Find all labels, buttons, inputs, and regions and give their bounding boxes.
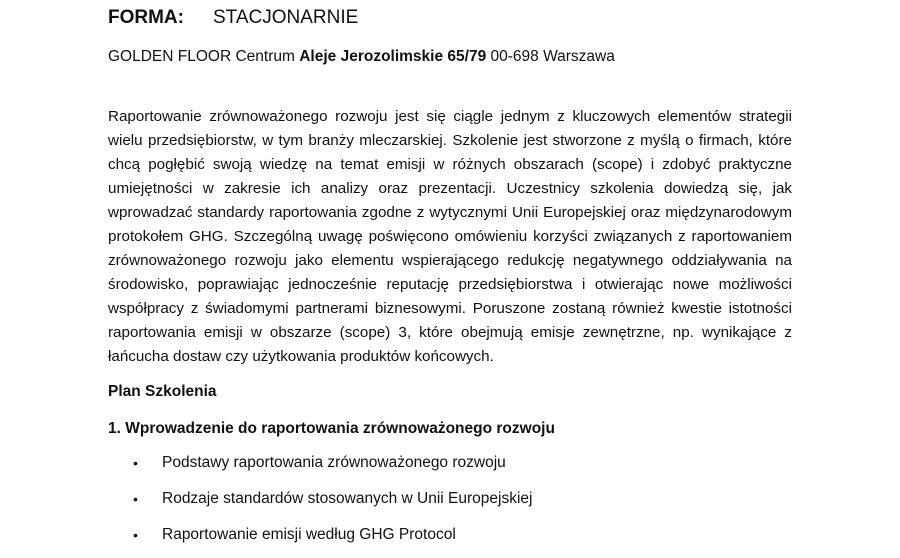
forma-line (108, 4, 359, 32)
plan-heading: Plan Szkolenia (108, 383, 217, 400)
venue-postal-city: 00-698 Warszawa (490, 48, 615, 65)
venue-name: GOLDEN FLOOR Centrum (108, 48, 295, 65)
forma-value: STACJONARNIE (213, 7, 359, 28)
list-item-text: Rodzaje standardów stosowanych w Unii Europejskiej (162, 490, 533, 507)
list-item-text: Podstawy raportowania zrównoważonego rozwoju (162, 454, 506, 471)
bullet-icon: • (133, 491, 138, 507)
venue-street: Aleje Jerozolimskie 65/79 (299, 48, 487, 65)
section-heading: 1. Wprowadzenie do raportowania zrównoważonego rozwoju (108, 420, 555, 437)
bullet-icon: • (133, 455, 138, 471)
bullet-icon: • (133, 527, 138, 543)
list-item-text: Raportowanie emisji według GHG Protocol (162, 526, 456, 543)
forma-label: FORMA: (108, 7, 184, 28)
training-description: Raportowanie zrównoważonego rozwoju jest się ciągle jednym z kluczowych elementów strategii wielu przedsiębiorstw, w tym branży mleczarskiej. Szkolenie jest stworzone z myślą o firmach, które chcą pogłębić swoją wiedzę na temat emisji w różnych obszarach (scope) i zdobyć praktyczne umiejętności w zakresie ich analizy oraz prezentacji. Uczestnicy szkolenia dowiedzą się, jak wprowadzać standardy raportowania zgodne z wytycznymi Unii Europejskiej oraz międzynarodowym protokołem GHG. Szczególną uwagę poświęcono omówieniu korzyści związanych z raportowaniem zrównoważonego rozwoju jako elementu wspierającego redukcję negatywnego oddziaływania na środowisko, poprawiając jednocześnie reputację przedsiębiorstwa i otwierając nowe możliwości współpracy z świadomymi partnerami biznesowymi. Poruszone zostaną również kwestie istotności raportowania emisji w obszarze (scope) 3, które obejmują emisje zewnętrzne, np. wynikające z łańcucha dostaw czy użytkowania produktów końcowych. (108, 108, 792, 365)
venue-address (108, 44, 615, 70)
